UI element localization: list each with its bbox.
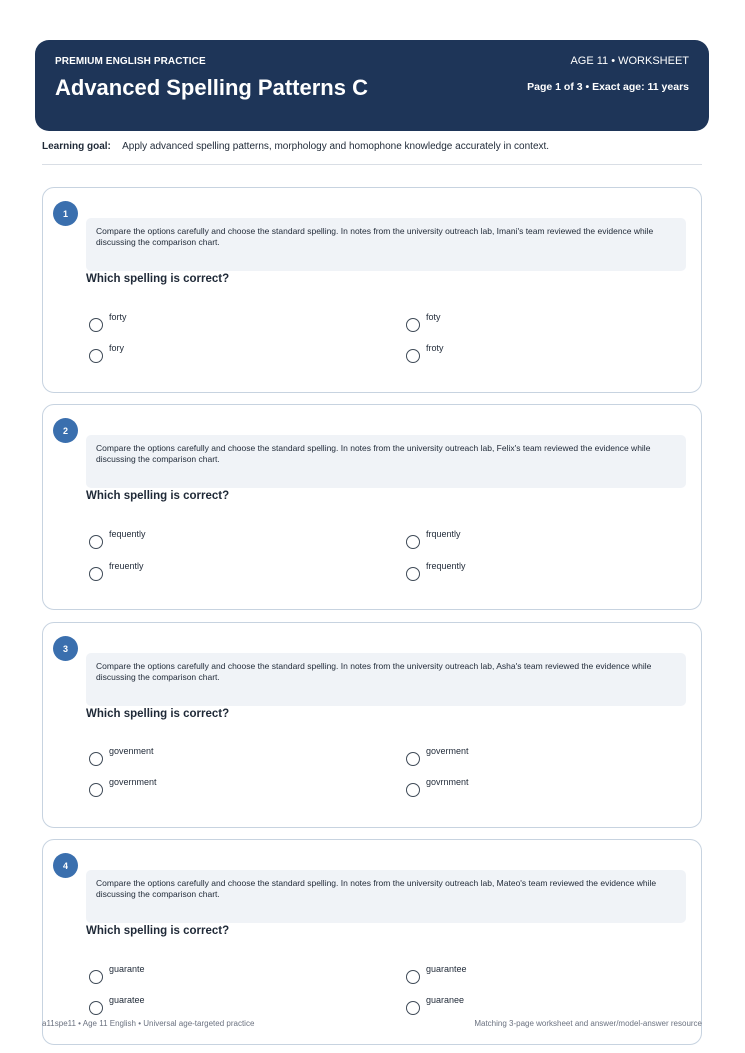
radio-button[interactable] bbox=[406, 783, 420, 797]
question-card bbox=[42, 187, 702, 393]
header-kicker: PREMIUM ENGLISH PRACTICE bbox=[55, 56, 206, 67]
radio-button[interactable] bbox=[89, 1001, 103, 1015]
question-prompt: Which spelling is correct? bbox=[86, 490, 230, 502]
answer-option-label: govenment bbox=[109, 746, 154, 756]
answer-option[interactable] bbox=[406, 746, 656, 768]
answer-option-label: guarantee bbox=[426, 964, 467, 974]
radio-button[interactable] bbox=[406, 752, 420, 766]
answer-option-label: guarante bbox=[109, 964, 145, 974]
radio-button[interactable] bbox=[406, 567, 420, 581]
answer-option[interactable] bbox=[406, 777, 656, 799]
radio-button[interactable] bbox=[89, 349, 103, 363]
answer-option[interactable] bbox=[89, 343, 339, 365]
worksheet-header bbox=[35, 40, 709, 131]
answer-option-label: fequently bbox=[109, 529, 146, 539]
answer-option-label: freuently bbox=[109, 561, 144, 571]
question-number-badge: 1 bbox=[53, 201, 78, 226]
learning-goal-label: Learning goal: bbox=[42, 141, 111, 152]
question-number-badge: 4 bbox=[53, 853, 78, 878]
answer-option-label: govrnment bbox=[426, 777, 469, 787]
question-context: Compare the options carefully and choose the standard spelling. In notes from the university outreach lab, Mateo's team reviewed the evidence while discussing the comparison chart. bbox=[86, 870, 686, 923]
answer-option[interactable] bbox=[89, 746, 339, 768]
divider bbox=[42, 164, 702, 165]
learning-goal-text: Apply advanced spelling patterns, morphology and homophone knowledge accurately in context. bbox=[122, 141, 550, 152]
answer-option[interactable] bbox=[406, 343, 656, 365]
answer-option-label: guaratee bbox=[109, 995, 145, 1005]
answer-option-label: fory bbox=[109, 343, 125, 353]
answer-option-label: goverment bbox=[426, 746, 469, 756]
radio-button[interactable] bbox=[406, 535, 420, 549]
question-context: Compare the options carefully and choose the standard spelling. In notes from the university outreach lab, Imani's team reviewed the evidence while discussing the comparison chart. bbox=[86, 218, 686, 271]
answer-option[interactable] bbox=[89, 777, 339, 799]
answer-option-label: frequently bbox=[426, 561, 466, 571]
radio-button[interactable] bbox=[406, 1001, 420, 1015]
answer-option[interactable] bbox=[89, 312, 339, 334]
question-card bbox=[42, 404, 702, 610]
question-context: Compare the options carefully and choose the standard spelling. In notes from the university outreach lab, Felix's team reviewed the evidence while discussing the comparison chart. bbox=[86, 435, 686, 488]
answer-option-label: froty bbox=[426, 343, 444, 353]
radio-button[interactable] bbox=[89, 970, 103, 984]
answer-option[interactable] bbox=[89, 964, 339, 986]
learning-goal bbox=[42, 141, 702, 152]
radio-button[interactable] bbox=[89, 535, 103, 549]
radio-button[interactable] bbox=[89, 783, 103, 797]
question-prompt: Which spelling is correct? bbox=[86, 708, 230, 720]
page-title: Advanced Spelling Patterns C bbox=[55, 75, 368, 100]
radio-button[interactable] bbox=[89, 752, 103, 766]
question-prompt: Which spelling is correct? bbox=[86, 925, 230, 937]
radio-button[interactable] bbox=[406, 349, 420, 363]
answer-option[interactable] bbox=[89, 529, 339, 551]
question-prompt: Which spelling is correct? bbox=[86, 273, 230, 285]
footer-right: Matching 3-page worksheet and answer/model-answer resource bbox=[474, 1019, 702, 1028]
answer-option[interactable] bbox=[406, 995, 656, 1017]
answer-option-label: government bbox=[109, 777, 157, 787]
answer-option[interactable] bbox=[89, 995, 339, 1017]
header-age-label: AGE 11 • WORKSHEET bbox=[570, 55, 689, 67]
question-card bbox=[42, 622, 702, 828]
answer-option[interactable] bbox=[406, 529, 656, 551]
answer-option[interactable] bbox=[89, 561, 339, 583]
footer-left: a11spe11 • Age 11 English • Universal age-targeted practice bbox=[42, 1019, 255, 1028]
radio-button[interactable] bbox=[89, 318, 103, 332]
question-number-badge: 2 bbox=[53, 418, 78, 443]
header-page-info: Page 1 of 3 • Exact age: 11 years bbox=[527, 81, 689, 93]
radio-button[interactable] bbox=[89, 567, 103, 581]
question-context: Compare the options carefully and choose the standard spelling. In notes from the university outreach lab, Asha's team reviewed the evidence while discussing the comparison chart. bbox=[86, 653, 686, 706]
question-number-badge: 3 bbox=[53, 636, 78, 661]
answer-option[interactable] bbox=[406, 312, 656, 334]
answer-option-label: forty bbox=[109, 312, 127, 322]
answer-option-label: guaranee bbox=[426, 995, 465, 1005]
answer-option[interactable] bbox=[406, 964, 656, 986]
answer-option-label: foty bbox=[426, 312, 441, 322]
radio-button[interactable] bbox=[406, 318, 420, 332]
answer-option-label: frquently bbox=[426, 529, 461, 539]
question-card bbox=[42, 839, 702, 1045]
radio-button[interactable] bbox=[406, 970, 420, 984]
answer-option[interactable] bbox=[406, 561, 656, 583]
